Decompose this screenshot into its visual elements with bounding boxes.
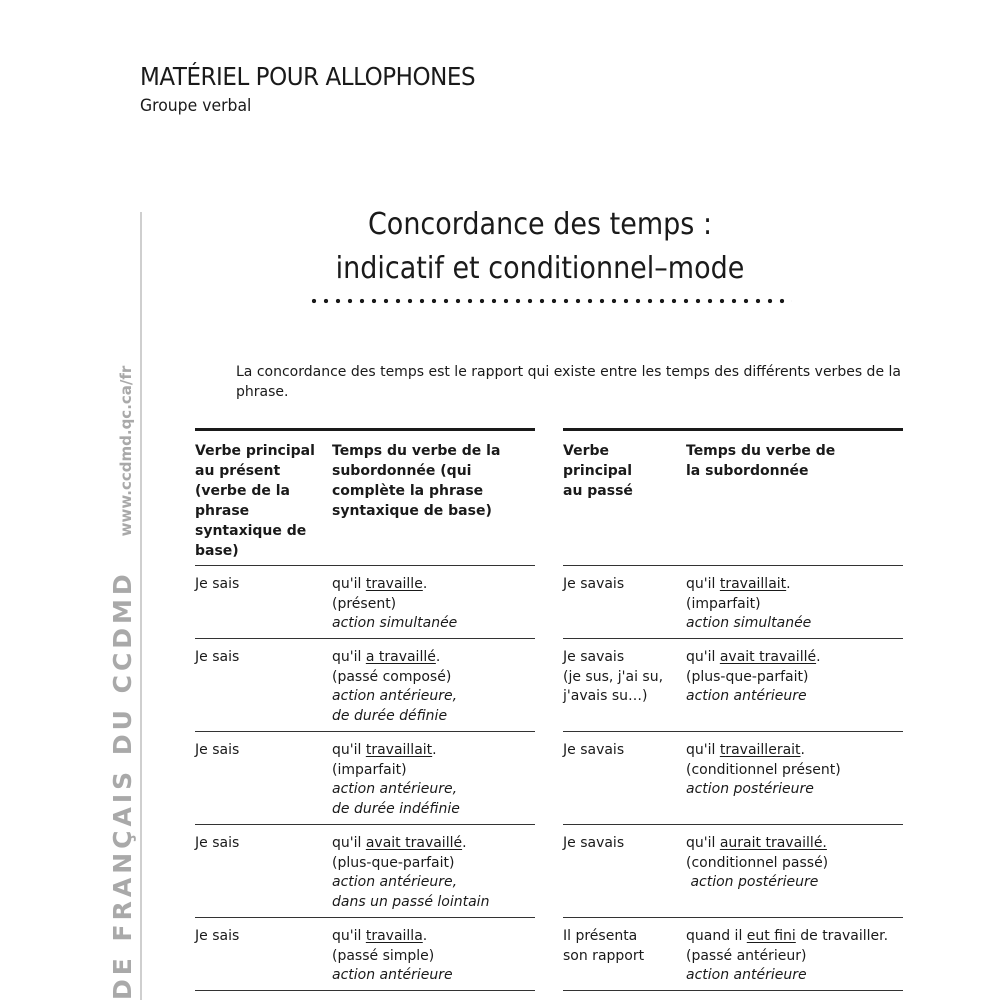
subordinate-verb: aurait travaillé. bbox=[719, 835, 827, 851]
subordinate-cell bbox=[332, 741, 535, 824]
subordinate-prefix: qu'il bbox=[332, 928, 366, 944]
table-row bbox=[195, 732, 535, 825]
subordinate-cell bbox=[332, 648, 535, 731]
document-title-line2: indicatif et conditionnel–mode bbox=[335, 251, 745, 286]
main-verb-cell bbox=[563, 648, 686, 731]
subordinate-prefix: qu'il bbox=[332, 649, 366, 665]
page-header-title: MATÉRIEL POUR ALLOPHONES bbox=[140, 62, 476, 91]
table-row bbox=[563, 918, 903, 991]
main-verb-variants-cont: j'avais su…) bbox=[563, 688, 648, 704]
side-rule bbox=[140, 212, 142, 1000]
header-main-verb: Verbe principal au présent (verbe de la phrase syntaxique de base) bbox=[195, 443, 315, 559]
tense-label: (plus-que-parfait) bbox=[332, 854, 455, 871]
subordinate-suffix: . bbox=[786, 576, 791, 592]
subordinate-prefix: qu'il bbox=[686, 835, 720, 851]
header-main-verb: Verbe principal au passé bbox=[563, 443, 633, 499]
subordinate-cell bbox=[686, 834, 903, 917]
action-note: action antérieure bbox=[686, 967, 807, 983]
dotted-separator bbox=[308, 298, 792, 304]
table-row bbox=[563, 566, 903, 639]
main-verb-object: son rapport bbox=[563, 947, 645, 964]
main-verb-cell: Je sais bbox=[195, 649, 240, 665]
subordinate-prefix: qu'il bbox=[332, 576, 366, 592]
subordinate-verb: travaille bbox=[365, 576, 423, 592]
tense-label: (conditionnel passé) bbox=[686, 854, 829, 871]
main-verb-cell bbox=[563, 834, 686, 917]
subordinate-cell bbox=[332, 834, 535, 917]
table-header-row bbox=[563, 431, 903, 566]
subordinate-cell bbox=[686, 741, 903, 824]
subordinate-prefix: qu'il bbox=[332, 835, 366, 851]
tense-label: (passé composé) bbox=[332, 668, 452, 685]
subordinate-verb: travailla bbox=[365, 928, 423, 944]
table-row bbox=[195, 566, 535, 639]
subordinate-prefix: quand il bbox=[686, 928, 747, 944]
subordinate-suffix: . bbox=[432, 742, 437, 758]
table-row bbox=[563, 639, 903, 732]
subordinate-verb: avait travaillé bbox=[719, 649, 817, 665]
subordinate-suffix: . bbox=[435, 649, 441, 665]
subordinate-verb: travaillerait bbox=[719, 742, 801, 758]
table-row bbox=[195, 918, 535, 991]
tense-label: (présent) bbox=[332, 595, 397, 612]
subordinate-suffix: . bbox=[422, 576, 428, 592]
subordinate-verb: avait travaillé bbox=[365, 835, 463, 851]
main-verb-cell: Je sais bbox=[195, 928, 240, 944]
action-note-detail: de durée définie bbox=[332, 707, 448, 724]
subordinate-prefix: qu'il bbox=[332, 742, 366, 758]
table-row bbox=[563, 732, 903, 825]
table-row bbox=[563, 825, 903, 918]
action-note: action antérieure bbox=[332, 967, 453, 983]
action-note: action antérieure bbox=[686, 688, 807, 704]
sidebar-brand: DE FRANÇAIS DU CCDMD bbox=[108, 570, 137, 1000]
subordinate-cell bbox=[332, 575, 535, 638]
intro-paragraph: La concordance des temps est le rapport qui existe entre les temps des différents verbes de la phrase. bbox=[236, 364, 901, 400]
subordinate-verb: travaillait bbox=[719, 576, 787, 592]
subordinate-cell bbox=[686, 575, 903, 638]
header-subordinate-verb: Temps du verbe de la subordonnée (qui complète la phrase syntaxique de base) bbox=[332, 443, 501, 519]
main-verb-text: Je savais bbox=[563, 835, 625, 851]
main-verb-cell bbox=[563, 927, 686, 990]
main-verb-cell bbox=[563, 741, 686, 824]
main-verb-text: Je savais bbox=[563, 576, 625, 592]
action-note: action postérieure bbox=[686, 874, 819, 890]
subordinate-suffix: . bbox=[816, 649, 821, 665]
header-subordinate-verb: Temps du verbe de la subordonnée bbox=[686, 443, 836, 479]
subordinate-suffix: . bbox=[422, 928, 428, 944]
sidebar-vertical-text bbox=[108, 366, 137, 1000]
table-row bbox=[195, 639, 535, 732]
subordinate-prefix: qu'il bbox=[686, 742, 720, 758]
action-note: action postérieure bbox=[686, 781, 814, 797]
subordinate-cell bbox=[332, 927, 535, 990]
subordinate-prefix: qu'il bbox=[686, 576, 720, 592]
action-note: action antérieure, bbox=[332, 688, 458, 704]
sidebar-url: www.ccdmd.qc.ca/fr bbox=[117, 365, 135, 537]
tense-label: (passé antérieur) bbox=[686, 947, 807, 964]
main-verb-text: Je savais bbox=[563, 742, 625, 758]
subordinate-prefix: qu'il bbox=[686, 649, 720, 665]
subordinate-verb: eut fini bbox=[746, 928, 796, 944]
main-verb-text: Je savais bbox=[563, 649, 625, 665]
tense-label: (passé simple) bbox=[332, 947, 435, 964]
subordinate-suffix: . bbox=[800, 742, 805, 758]
past-tense-table bbox=[563, 428, 903, 991]
main-verb-cell: Je sais bbox=[195, 576, 240, 592]
subordinate-verb: a travaillé bbox=[365, 649, 436, 665]
subordinate-cell bbox=[686, 648, 903, 731]
main-verb-cell bbox=[563, 575, 686, 638]
action-note-detail: de durée indéfinie bbox=[332, 800, 460, 817]
action-note-detail: dans un passé lointain bbox=[332, 893, 490, 910]
action-note: action simultanée bbox=[332, 615, 458, 631]
page-header-subtitle: Groupe verbal bbox=[140, 96, 252, 116]
main-verb-text: Il présenta bbox=[563, 928, 638, 944]
present-tense-table bbox=[195, 428, 535, 991]
main-verb-variants: (je sus, j'ai su, bbox=[563, 668, 664, 685]
document-title-line1: Concordance des temps : bbox=[367, 207, 713, 242]
tense-label: (plus-que-parfait) bbox=[686, 668, 809, 685]
table-row bbox=[195, 825, 535, 918]
action-note: action antérieure, bbox=[332, 874, 458, 890]
subordinate-verb: travaillait bbox=[365, 742, 433, 758]
tense-label: (conditionnel présent) bbox=[686, 761, 841, 778]
subordinate-suffix: . bbox=[462, 835, 467, 851]
subordinate-cell bbox=[686, 927, 903, 990]
tense-label: (imparfait) bbox=[332, 761, 407, 778]
main-verb-cell: Je sais bbox=[195, 742, 240, 758]
subordinate-suffix: de travailler. bbox=[795, 928, 889, 944]
action-note: action antérieure, bbox=[332, 781, 458, 797]
tense-label: (imparfait) bbox=[686, 595, 761, 612]
table-header-row bbox=[195, 431, 535, 566]
main-verb-cell: Je sais bbox=[195, 835, 240, 851]
action-note: action simultanée bbox=[686, 615, 812, 631]
